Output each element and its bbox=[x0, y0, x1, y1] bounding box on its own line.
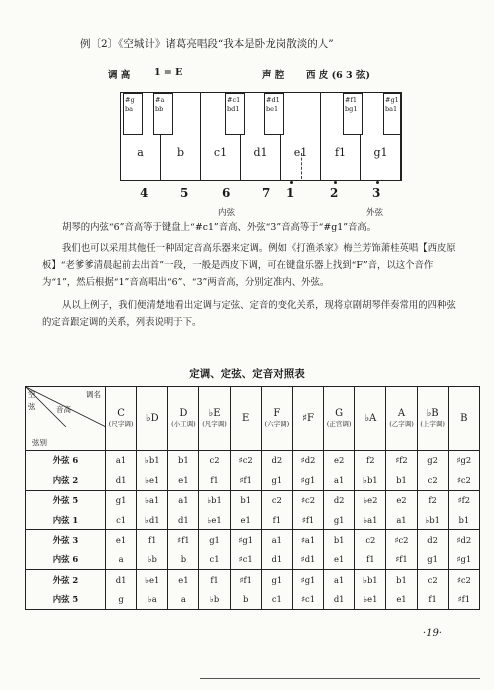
note-cell: ♯c1 bbox=[292, 590, 323, 610]
note-cell: ♯d2 bbox=[448, 530, 479, 550]
note-cell: f1 bbox=[137, 530, 168, 550]
note-cell: ♭a1 bbox=[355, 510, 386, 530]
numeral: 6 bbox=[222, 186, 231, 200]
note-cell: ♭b1 bbox=[199, 490, 230, 510]
note-cell: f1 bbox=[199, 470, 230, 490]
note-cell: g1 bbox=[417, 550, 448, 570]
note-cell: b1 bbox=[230, 490, 261, 510]
table-row bbox=[26, 470, 480, 490]
note-cell: ♯a1 bbox=[292, 530, 323, 550]
note-cell: ♭e1 bbox=[199, 510, 230, 530]
white-key: a bbox=[121, 93, 161, 180]
note-cell: a1 bbox=[324, 570, 355, 590]
note-cell: ♭b bbox=[199, 590, 230, 610]
string-label: 内弦 6 bbox=[26, 550, 106, 570]
note-cell: ♯d1 bbox=[292, 550, 323, 570]
black-key: #f1 bg1 bbox=[343, 93, 363, 135]
note-cell: a1 bbox=[324, 470, 355, 490]
numeral: 7 bbox=[262, 186, 271, 200]
note-cell: d1 bbox=[324, 590, 355, 610]
note-cell: d2 bbox=[324, 490, 355, 510]
example-caption: 例〔2〕《空城计》诸葛亮唱段“我本是卧龙岗散淡的人” bbox=[80, 38, 334, 50]
string-label: 外弦 2 bbox=[26, 570, 106, 590]
numeral: 1 bbox=[286, 186, 295, 200]
table-row bbox=[26, 510, 480, 530]
table-row bbox=[26, 450, 480, 470]
note-cell: ♯f1 bbox=[386, 550, 417, 570]
note-cell: ♯g1 bbox=[230, 530, 261, 550]
note-cell: ♯f2 bbox=[386, 450, 417, 470]
note-cell: ♯c2 bbox=[386, 530, 417, 550]
note-cell: g1 bbox=[261, 470, 292, 490]
footer-rule bbox=[200, 678, 480, 679]
note-cell: c2 bbox=[417, 470, 448, 490]
note-cell: c1 bbox=[261, 590, 292, 610]
note-cell: e2 bbox=[324, 450, 355, 470]
note-cell: a bbox=[106, 550, 137, 570]
note-cell: ♯g2 bbox=[448, 450, 479, 470]
note-cell: c2 bbox=[355, 530, 386, 550]
white-key: e1 bbox=[281, 93, 321, 180]
note-cell: b1 bbox=[386, 470, 417, 490]
note-cell: ♭d1 bbox=[137, 510, 168, 530]
note-cell: ♯f2 bbox=[448, 490, 479, 510]
note-cell: ♯g1 bbox=[292, 570, 323, 590]
corner-cell: 调名 空 弦 音高 弦别 bbox=[26, 387, 106, 451]
note-cell: ♯f1 bbox=[230, 470, 261, 490]
dot-above bbox=[334, 181, 337, 184]
note-cell: ♭e1 bbox=[137, 570, 168, 590]
numeral: 2 bbox=[330, 186, 339, 200]
note-cell: ♯d2 bbox=[292, 450, 323, 470]
note-cell: e2 bbox=[386, 490, 417, 510]
black-key: #c1 bd1 bbox=[225, 93, 245, 135]
white-key: b bbox=[161, 93, 201, 180]
note-cell: a bbox=[168, 590, 199, 610]
key-header: G (正宫调) bbox=[324, 387, 355, 451]
note-cell: e1 bbox=[230, 510, 261, 530]
note-cell: e1 bbox=[168, 470, 199, 490]
note-cell: ♯f1 bbox=[448, 590, 479, 610]
note-cell: a1 bbox=[168, 490, 199, 510]
note-cell: ♯c2 bbox=[292, 490, 323, 510]
note-cell: e1 bbox=[386, 590, 417, 610]
note-cell: ♯c2 bbox=[448, 470, 479, 490]
note-cell: b1 bbox=[324, 530, 355, 550]
note-cell: b1 bbox=[386, 570, 417, 590]
note-cell: ♯g1 bbox=[448, 550, 479, 570]
dot-above bbox=[290, 181, 293, 184]
note-cell: g2 bbox=[417, 450, 448, 470]
outer-string-label: 外弦 bbox=[366, 208, 384, 218]
table-row bbox=[26, 550, 480, 570]
note-cell: f1 bbox=[199, 570, 230, 590]
keyboard-diagram bbox=[120, 92, 402, 181]
note-cell: ♯g1 bbox=[292, 470, 323, 490]
string-label: 外弦 6 bbox=[26, 450, 106, 470]
note-cell: g1 bbox=[199, 530, 230, 550]
string-label: 内弦 1 bbox=[26, 510, 106, 530]
tuning-table bbox=[25, 386, 480, 610]
key-header: ♭D bbox=[137, 387, 168, 451]
dot-above bbox=[376, 181, 379, 184]
note-cell: e1 bbox=[106, 530, 137, 550]
voice-label: 声 腔 bbox=[262, 70, 285, 81]
note-cell: ♯f1 bbox=[168, 530, 199, 550]
black-key: #a bb bbox=[153, 93, 173, 135]
note-cell: ♯c2 bbox=[448, 570, 479, 590]
note-cell: g bbox=[106, 590, 137, 610]
white-key: g1 bbox=[361, 93, 401, 180]
note-cell: ♭b1 bbox=[355, 570, 386, 590]
white-key: c1 bbox=[201, 93, 241, 180]
table-row bbox=[26, 590, 480, 610]
table-title: 定调、定弦、定音对照表 bbox=[189, 368, 305, 380]
page-number: ·19· bbox=[422, 628, 442, 639]
note-cell: b1 bbox=[168, 450, 199, 470]
tune-label: 调 高 bbox=[108, 70, 131, 81]
key-header: D (小工调) bbox=[168, 387, 199, 451]
black-key: #g bа bbox=[123, 93, 143, 135]
key-header: ♭E (凡字调) bbox=[199, 387, 230, 451]
white-key: d1 bbox=[241, 93, 281, 180]
white-key: f1 bbox=[321, 93, 361, 180]
note-cell: f2 bbox=[355, 450, 386, 470]
key-header: A (乙字调) bbox=[386, 387, 417, 451]
note-cell: c2 bbox=[199, 450, 230, 470]
note-cell: d2 bbox=[261, 450, 292, 470]
inner-string-label: 内弦 bbox=[218, 208, 236, 218]
string-label: 外弦 5 bbox=[26, 490, 106, 510]
note-cell: d1 bbox=[168, 510, 199, 530]
paragraph: 从以上例子，我们便清楚地看出定调与定弦、定音的变化关系，现将京剧胡琴伴奏常用的四种弦的定音跟定调的关系，列表说明于下。 bbox=[42, 300, 456, 328]
note-cell: d2 bbox=[417, 530, 448, 550]
note-cell: ♭a bbox=[137, 590, 168, 610]
note-cell: a1 bbox=[386, 510, 417, 530]
string-label: 外弦 3 bbox=[26, 530, 106, 550]
note-cell: c1 bbox=[199, 550, 230, 570]
note-cell: d1 bbox=[261, 550, 292, 570]
note-cell: c2 bbox=[417, 570, 448, 590]
inner-string-marker bbox=[301, 153, 302, 179]
string-label: 内弦 2 bbox=[26, 470, 106, 490]
key-header: ♯F bbox=[292, 387, 323, 451]
string-label: 内弦 5 bbox=[26, 590, 106, 610]
note-cell: a1 bbox=[106, 450, 137, 470]
note-cell: ♯f1 bbox=[292, 510, 323, 530]
note-cell: ♯f1 bbox=[230, 570, 261, 590]
note-cell: g1 bbox=[261, 570, 292, 590]
paragraph: 胡琴的内弦“6”音高等于键盘上“#c1”音高、外弦“3”音高等于“#g1”音高。 bbox=[62, 222, 377, 233]
note-cell: e1 bbox=[168, 570, 199, 590]
paragraph: 我们也可以采用其他任一种固定音高乐器来定调。例如《打渔杀家》梅兰芳饰萧桂英唱【西皮原板】“老爹爹清晨起前去出首”一段，一般是西皮下调，可在键盘乐器上找到“F”音，以这个音作为“1”，然后根据“1”音高唱出“6”、“3”两音高，分别定准内、外弦。 bbox=[42, 243, 456, 288]
note-cell: ♭b1 bbox=[355, 470, 386, 490]
note-cell: ♭a1 bbox=[137, 490, 168, 510]
black-key: #g1 ba1 bbox=[383, 93, 401, 135]
tune-value: 1 = E bbox=[154, 67, 183, 78]
note-cell: f2 bbox=[417, 490, 448, 510]
note-cell: g1 bbox=[106, 490, 137, 510]
key-header: E bbox=[230, 387, 261, 451]
note-cell: c2 bbox=[261, 490, 292, 510]
voice-value: 西 皮 (6 3 弦) bbox=[306, 70, 370, 81]
numeral: 5 bbox=[180, 186, 189, 200]
note-cell: g1 bbox=[324, 510, 355, 530]
note-cell: d1 bbox=[106, 570, 137, 590]
note-cell: ♭e1 bbox=[137, 470, 168, 490]
table-row bbox=[26, 490, 480, 510]
table-row bbox=[26, 570, 480, 590]
note-cell: d1 bbox=[106, 470, 137, 490]
note-cell: ♭e1 bbox=[355, 590, 386, 610]
note-cell: ♯c2 bbox=[230, 450, 261, 470]
note-cell: ♭b1 bbox=[417, 510, 448, 530]
note-cell: ♯c1 bbox=[230, 550, 261, 570]
note-cell: b bbox=[168, 550, 199, 570]
numeral: 3 bbox=[372, 186, 381, 200]
numeral: 4 bbox=[140, 186, 149, 200]
note-cell: f1 bbox=[261, 510, 292, 530]
key-header: ♭B (上字调) bbox=[417, 387, 448, 451]
note-cell: ♭b1 bbox=[137, 450, 168, 470]
note-cell: ♭b bbox=[137, 550, 168, 570]
black-key: #d1 be1 bbox=[264, 93, 284, 135]
note-cell: b1 bbox=[448, 510, 479, 530]
note-cell: a1 bbox=[261, 530, 292, 550]
key-header: F (六字调) bbox=[261, 387, 292, 451]
key-header: B bbox=[448, 387, 479, 451]
note-cell: e1 bbox=[324, 550, 355, 570]
key-header: ♭A bbox=[355, 387, 386, 451]
note-cell: f1 bbox=[355, 550, 386, 570]
note-cell: c1 bbox=[106, 510, 137, 530]
note-cell: f1 bbox=[417, 590, 448, 610]
key-header: C (尺字调) bbox=[106, 387, 137, 451]
note-cell: b bbox=[230, 590, 261, 610]
note-cell: ♭e2 bbox=[355, 490, 386, 510]
table-row bbox=[26, 530, 480, 550]
